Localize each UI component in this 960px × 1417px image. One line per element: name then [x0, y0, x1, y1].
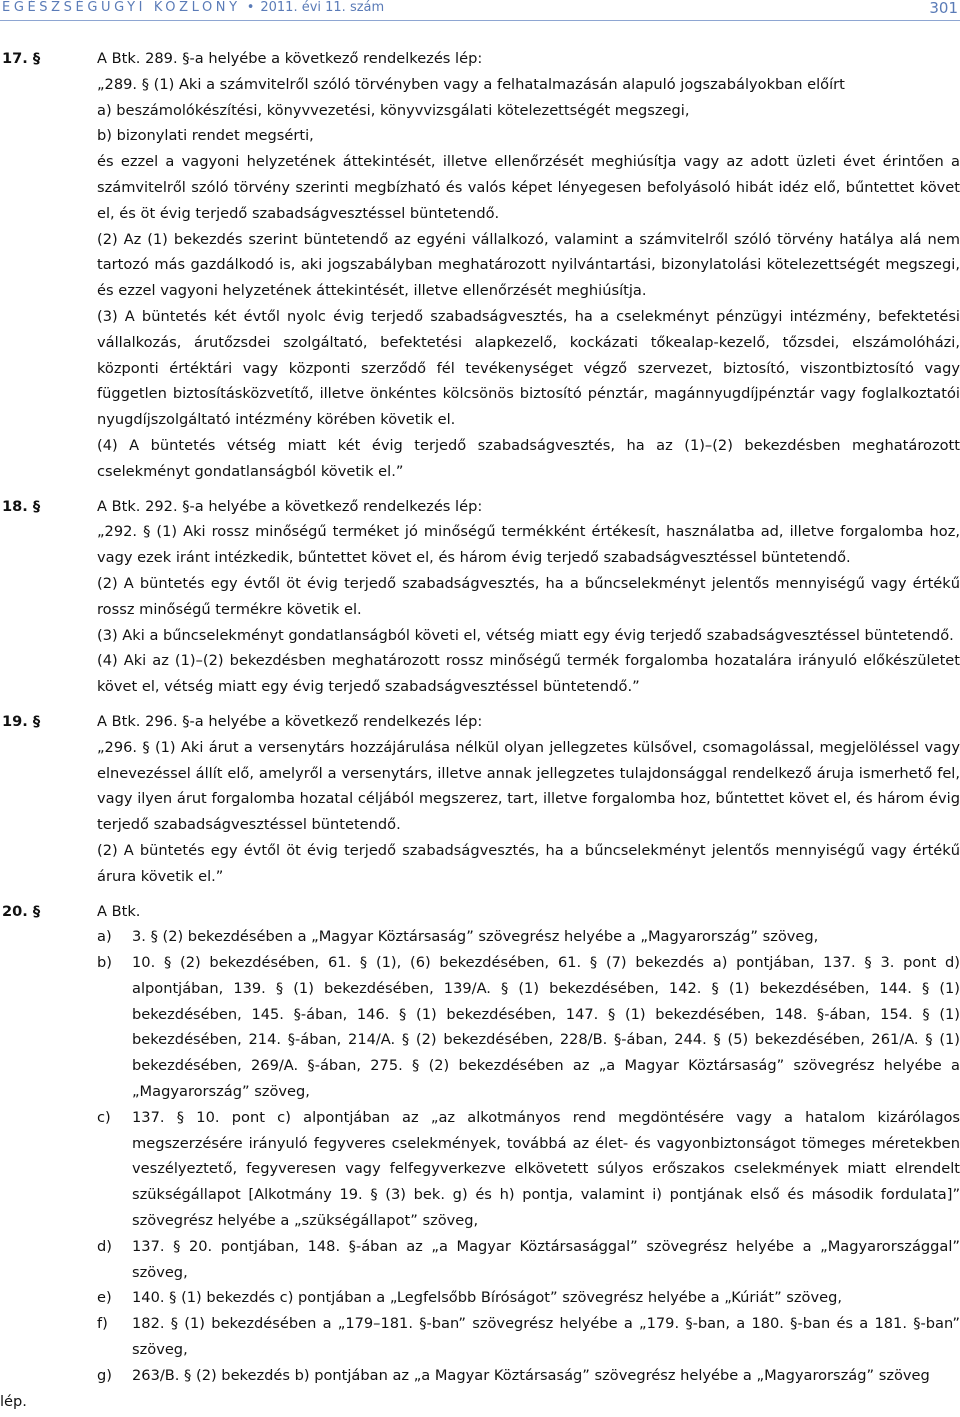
- page-header: [0, 0, 960, 22]
- section-body: [97, 899, 960, 1389]
- amendment-item: [97, 1105, 960, 1234]
- page-number: 301: [929, 0, 958, 17]
- paragraph: (3) A büntetés két évtől nyolc évig terjedő szabadságvesztés, ha a cselekményt pénzügyi intézmény, befektetési vállalkozás, árutőzsdei szolgáltató, befektetési alapkezelő, kockázati tőkealap-kezelő, tőzsdei, elszámolóházi, központi értéktári vagy központi szerződő fél tevékenységet végző szervezet, biztosító, viszontbiztosító vagy független biztosításközvetítő, illetve önkéntes kölcsönös biztosító pénztár, magánnyugdíjpénztár vagy foglalkoztatói nyugdíjszolgáltató intézmény körében követik el.: [97, 307, 960, 429]
- paragraph: és ezzel a vagyoni helyzetének áttekintését, illetve ellenőrzését meghiúsítja vagy az adott üzleti évet érintően a számvitelről szóló törvény szerinti megbízható és valós képet lényegesen befolyásoló hibát idéz elő, bűntettet követ el, és öt évig terjedő szabadságvesztéssel büntetendő.: [97, 153, 960, 222]
- paragraph: (4) A büntetés vétség miatt két évig terjedő szabadságvesztés, ha az (1)–(2) bekezdésben meghatározott cselekményt gondatlanságból követik el.”: [97, 436, 960, 480]
- amendment-item: [97, 1234, 960, 1286]
- section-18: [0, 494, 960, 700]
- header-rule: [0, 20, 960, 21]
- paragraph: (2) A büntetés egy évtől öt évig terjedő szabadságvesztés, ha a bűncselekményt jelentős mennyiségű vagy értékű árura követik el.”: [97, 841, 960, 885]
- item-letter: b): [97, 954, 112, 972]
- item-text: 263/B. § (2) bekezdés b) pontjában az „a Magyar Köztársaság” szövegrész helyébe a „Magyarország” szöveg: [132, 1366, 930, 1384]
- section-body: [97, 46, 960, 485]
- section-lead: A Btk. 292. §-a helyébe a következő rendelkezés lép:: [97, 497, 483, 515]
- paragraph: b) bizonylati rendet megsérti,: [97, 127, 314, 145]
- section-19: [0, 709, 960, 890]
- paragraph: „292. § (1) Aki rossz minőségű terméket jó minőségű termékként értékesít, használatba ad, illetve forgalomba hoz, vagy ezek iránt intézkedik, bűntettet követ el, és három évig terjedő szabadságvesztéssel büntetendő.: [97, 523, 960, 567]
- item-text: 182. § (1) bekezdésében a „179–181. §-ban” szövegrész helyébe a „179. §-ban, a 180. §-ban és a 181. §-ban” szöveg,: [132, 1315, 960, 1359]
- section-body: [97, 494, 960, 700]
- paragraph: „296. § (1) Aki árut a versenytárs hozzájárulása nélkül olyan jellegzetes külsővel, csomagolással, megjelöléssel vagy elnevezéssel állít elő, amelyről a versenytárs, illetve annak jellegzetes tulajdonsággal rendelkező áruja ismerhető fel, vagy ilyen árut forgalomba hozatal céljából megszerez, tart, illetve forgalomba hoz, bűntettet követ el, és három évig terjedő szabadságvesztéssel büntetendő.: [97, 738, 960, 834]
- section-number: 20. §: [2, 902, 41, 920]
- amendment-item: [97, 950, 960, 1105]
- running-title: [2, 0, 384, 15]
- section-17: [0, 46, 960, 485]
- section-body: [97, 709, 960, 890]
- paragraph: (2) Az (1) bekezdés szerint büntetendő az egyéni vállalkozó, valamint a számvitelről szóló törvény hatálya alá nem tartozó más gazdálkodó is, aki jogszabályban meghatározott nyilvántartási, bizonylatolási kötelezettségét megszegi, és ezzel vagyoni helyzetének áttekintését, illetve ellenőrzését meghiúsítja.: [97, 230, 960, 300]
- item-letter: a): [97, 928, 112, 946]
- item-text: 3. § (2) bekezdésében a „Magyar Köztársaság” szövegrész helyébe a „Magyarország” szöveg,: [132, 928, 819, 946]
- closing-word: lép.: [0, 1392, 27, 1410]
- item-letter: e): [97, 1289, 112, 1307]
- section-number: 17. §: [2, 50, 41, 67]
- bullet-separator: •: [246, 0, 255, 15]
- section-lead: A Btk. 296. §-a helyébe a következő rendelkezés lép:: [97, 712, 483, 730]
- issue-label: 2011. évi 11. szám: [260, 0, 385, 15]
- item-letter: d): [97, 1237, 112, 1255]
- item-text: 10. § (2) bekezdésében, 61. § (1), (6) bekezdésében, 61. § (7) bekezdés a) pontjában, 137. § 3. pont d) alpontjában, 139. § (1) bekezdésében, 139/A. § (1) bekezdésében, 142. § (1) bekezdésében, 144. § (1) bekezdésében, 145. §-ában, 146. § (1) bekezdésében, 147. § (1) bekezdésében, 148. §-ában, 154. § (1) bekezdésében, 214. §-ában, 214/A. § (2) bekezdésében, 228/B. §-ában, 244. § (5) bekezdésében, 261/A. § (1) bekezdésében, 269/A. §-ában, 275. § (2) bekezdésében az „a Magyar Köztársaság” szövegrész helyébe a „Magyarország” szöveg,: [132, 954, 960, 1101]
- journal-name: EGÉSZSÉGÜGYI KÖZLÖNY: [2, 0, 241, 15]
- section-number: 19. §: [2, 712, 41, 730]
- amendment-item: [97, 924, 960, 950]
- item-letter: c): [97, 1108, 111, 1126]
- amendment-item: [97, 1285, 960, 1311]
- item-text: 137. § 20. pontjában, 148. §-ában az „a Magyar Köztársasággal” szövegrész helyébe a „Magyarországgal” szöveg,: [132, 1237, 960, 1281]
- section-number: 18. §: [2, 497, 41, 515]
- amendment-item: [97, 1363, 960, 1389]
- item-letter: f): [97, 1315, 108, 1333]
- item-letter: g): [97, 1366, 112, 1384]
- section-lead: A Btk.: [97, 902, 141, 920]
- paragraph: a) beszámolókészítési, könyvvezetési, könyvvizsgálati kötelezettségét megszegi,: [97, 101, 690, 119]
- paragraph: „289. § (1) Aki a számvitelről szóló törvényben vagy a felhatalmazásán alapuló jogszabályokban előírt: [97, 75, 845, 93]
- document-body: [0, 46, 960, 1414]
- paragraph: (2) A büntetés egy évtől öt évig terjedő szabadságvesztés, ha a bűncselekményt jelentős mennyiségű vagy értékű rossz minőségű termékre követik el.: [97, 574, 960, 618]
- paragraph: (3) Aki a bűncselekményt gondatlanságból követi el, vétség miatt egy évig terjedő szabadságvesztéssel büntetendő.: [97, 626, 954, 644]
- section-lead: A Btk. 289. §-a helyébe a következő rendelkezés lép:: [97, 50, 483, 67]
- amendment-item: [97, 1311, 960, 1363]
- item-text: 140. § (1) bekezdés c) pontjában a „Legfelsőbb Bíróságot” szövegrész helyébe a „Kúriát” szöveg,: [132, 1289, 842, 1307]
- section-20: [0, 899, 960, 1415]
- item-text: 137. § 10. pont c) alpontjában az „az alkotmányos rend megdöntésére vagy a hatalom kizárólagos megszerzésére irányuló fegyveres cselekmények, továbbá az élet- és vagyonbiztonságot tömeges méretekben veszélyeztető, fegyveresen vagy felfegyverkezve elkövetett súlyos erőszakos cselekmények miatt elrendelt szükségállapot [Alkotmány 19. § (3) bek. g) és h) pontja, valamint i) pontjának első és második fordulata]” szövegrész helyébe a „szükségállapot” szöveg,: [132, 1108, 960, 1230]
- paragraph: (4) Aki az (1)–(2) bekezdésben meghatározott rossz minőségű termék forgalomba hozatalára irányuló előkészületet követ el, vétség miatt egy évig terjedő szabadságvesztéssel büntetendő.”: [97, 652, 960, 696]
